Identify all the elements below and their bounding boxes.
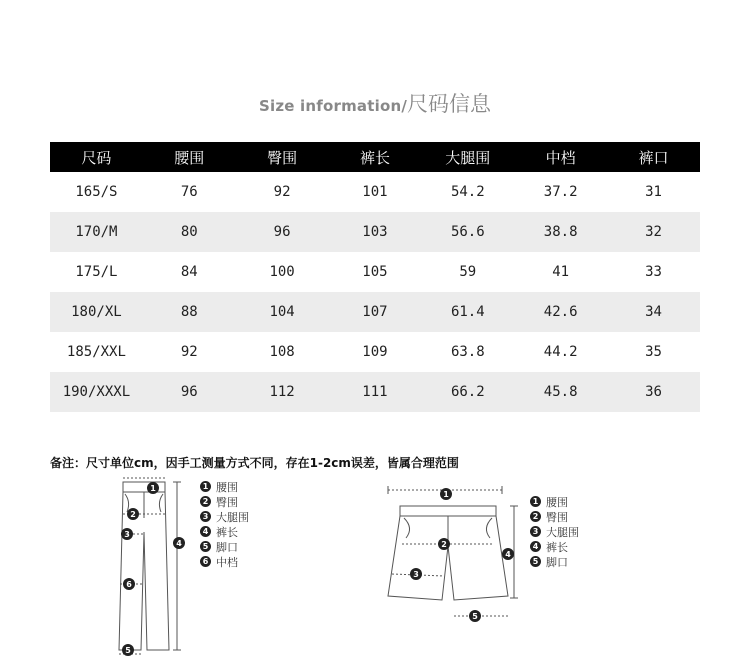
table-cell: 56.6 xyxy=(421,212,514,252)
legend-label: 腰围 xyxy=(546,495,568,509)
header-leg-opening: 裤口 xyxy=(607,142,700,172)
legend-label: 裤长 xyxy=(546,540,568,554)
legend-item xyxy=(200,554,249,569)
legend-number: 3 xyxy=(200,511,211,522)
header-thigh: 大腿围 xyxy=(421,142,514,172)
legend-label: 裤长 xyxy=(216,525,238,539)
table-cell: 96 xyxy=(236,212,329,252)
table-cell: 104 xyxy=(236,292,329,332)
legend-label: 大腿围 xyxy=(216,510,249,524)
legend-label: 大腿围 xyxy=(546,525,579,539)
title-english: Size information/ xyxy=(258,97,408,115)
pants-marker-1-label: 1 xyxy=(150,484,156,493)
table-cell: 41 xyxy=(552,264,570,280)
legend-number: 2 xyxy=(530,511,541,522)
table-cell: 108 xyxy=(269,344,295,360)
pants-marker-4-label: 4 xyxy=(176,539,182,548)
shorts-marker-4-label: 4 xyxy=(505,550,511,559)
title-chinese: 尺码信息 xyxy=(407,92,492,116)
shorts-marker-5-label: 5 xyxy=(472,612,478,621)
table-cell: 42.6 xyxy=(514,292,607,332)
legend-number: 5 xyxy=(530,556,541,567)
legend-number: 5 xyxy=(200,541,211,552)
table-cell: 190/XXXL xyxy=(50,372,143,412)
shorts-waistband xyxy=(400,506,496,516)
table-cell: 92 xyxy=(273,184,291,200)
table-cell: 45.8 xyxy=(514,372,607,412)
legend-item xyxy=(200,524,249,539)
table-cell: 34 xyxy=(607,292,700,332)
table-cell: 44.2 xyxy=(543,344,578,360)
table-cell: 180/XL xyxy=(50,292,143,332)
pants-pocket-left xyxy=(125,494,129,512)
table-cell: 92 xyxy=(180,344,198,360)
table-cell: 84 xyxy=(180,264,198,280)
table-cell: 59 xyxy=(459,264,477,280)
pants-legend xyxy=(200,479,249,569)
table-cell: 76 xyxy=(180,184,198,200)
shorts-pocket-right xyxy=(486,518,492,538)
legend-number: 1 xyxy=(530,496,541,507)
legend-number: 4 xyxy=(200,526,211,537)
legend-label: 中档 xyxy=(216,555,238,569)
pants-marker-5-label: 5 xyxy=(125,646,131,655)
shorts-marker-3-label: 3 xyxy=(413,570,419,579)
legend-item xyxy=(530,509,579,524)
table-cell: 112 xyxy=(236,372,329,412)
pants-pocket-right xyxy=(159,494,163,512)
table-cell: 63.8 xyxy=(450,344,485,360)
legend-label: 臀围 xyxy=(216,495,238,509)
header-hip: 臀围 xyxy=(236,142,329,172)
table-cell: 80 xyxy=(143,212,236,252)
pants-marker-6-label: 6 xyxy=(126,580,132,589)
table-cell: 111 xyxy=(329,372,422,412)
pants-marker-2-label: 2 xyxy=(130,510,136,519)
legend-number: 3 xyxy=(530,526,541,537)
legend-label: 臀围 xyxy=(546,510,568,524)
legend-item xyxy=(530,539,579,554)
legend-item xyxy=(530,494,579,509)
table-cell: 103 xyxy=(329,212,422,252)
legend-number: 4 xyxy=(530,541,541,552)
legend-item xyxy=(200,494,249,509)
table-cell: 88 xyxy=(143,292,236,332)
table-cell: 165/S xyxy=(75,184,118,200)
header-waist: 腰围 xyxy=(143,142,236,172)
table-row xyxy=(50,332,700,372)
legend-item xyxy=(530,554,579,569)
table-cell: 109 xyxy=(362,344,388,360)
shorts-pocket-left xyxy=(404,518,410,538)
legend-item xyxy=(200,509,249,524)
table-row xyxy=(50,172,700,212)
table-header-row xyxy=(50,142,700,172)
legend-number: 1 xyxy=(200,481,211,492)
table-row xyxy=(50,372,700,412)
table-cell: 105 xyxy=(362,264,388,280)
table-cell: 185/XXL xyxy=(66,344,126,360)
table-row xyxy=(50,212,700,252)
pants-marker-3-label: 3 xyxy=(124,530,130,539)
table-cell: 170/M xyxy=(50,212,143,252)
pants-diagram xyxy=(105,472,195,658)
table-cell: 175/L xyxy=(75,264,118,280)
table-cell: 61.4 xyxy=(421,292,514,332)
table-row xyxy=(50,292,700,332)
legend-label: 脚口 xyxy=(546,555,568,569)
legend-number: 2 xyxy=(200,496,211,507)
legend-item xyxy=(530,524,579,539)
header-size: 尺码 xyxy=(50,142,143,172)
legend-item xyxy=(200,539,249,554)
shorts-marker-2-label: 2 xyxy=(441,540,447,549)
table-cell: 96 xyxy=(143,372,236,412)
table-cell: 100 xyxy=(269,264,295,280)
shorts-diagram xyxy=(382,484,522,626)
shorts-marker-1-label: 1 xyxy=(443,490,449,499)
legend-number: 6 xyxy=(200,556,211,567)
legend-item xyxy=(200,479,249,494)
table-cell: 38.8 xyxy=(514,212,607,252)
page-title xyxy=(0,88,750,118)
legend-label: 腰围 xyxy=(216,480,238,494)
table-cell: 36 xyxy=(607,372,700,412)
table-cell: 107 xyxy=(329,292,422,332)
size-table xyxy=(50,142,700,412)
table-row xyxy=(50,252,700,292)
table-cell: 101 xyxy=(362,184,388,200)
table-cell: 32 xyxy=(607,212,700,252)
table-cell: 37.2 xyxy=(543,184,578,200)
table-cell: 54.2 xyxy=(450,184,485,200)
table-cell: 66.2 xyxy=(421,372,514,412)
legend-label: 脚口 xyxy=(216,540,238,554)
shorts-legend xyxy=(530,494,579,569)
header-length: 裤长 xyxy=(329,142,422,172)
table-cell: 35 xyxy=(645,344,662,360)
table-cell: 31 xyxy=(645,184,662,200)
header-knee: 中档 xyxy=(514,142,607,172)
measurement-note: 备注：尺寸单位cm，因手工测量方式不同，存在1-2cm误差，皆属合理范围 xyxy=(50,456,459,470)
table-cell: 33 xyxy=(645,264,662,280)
